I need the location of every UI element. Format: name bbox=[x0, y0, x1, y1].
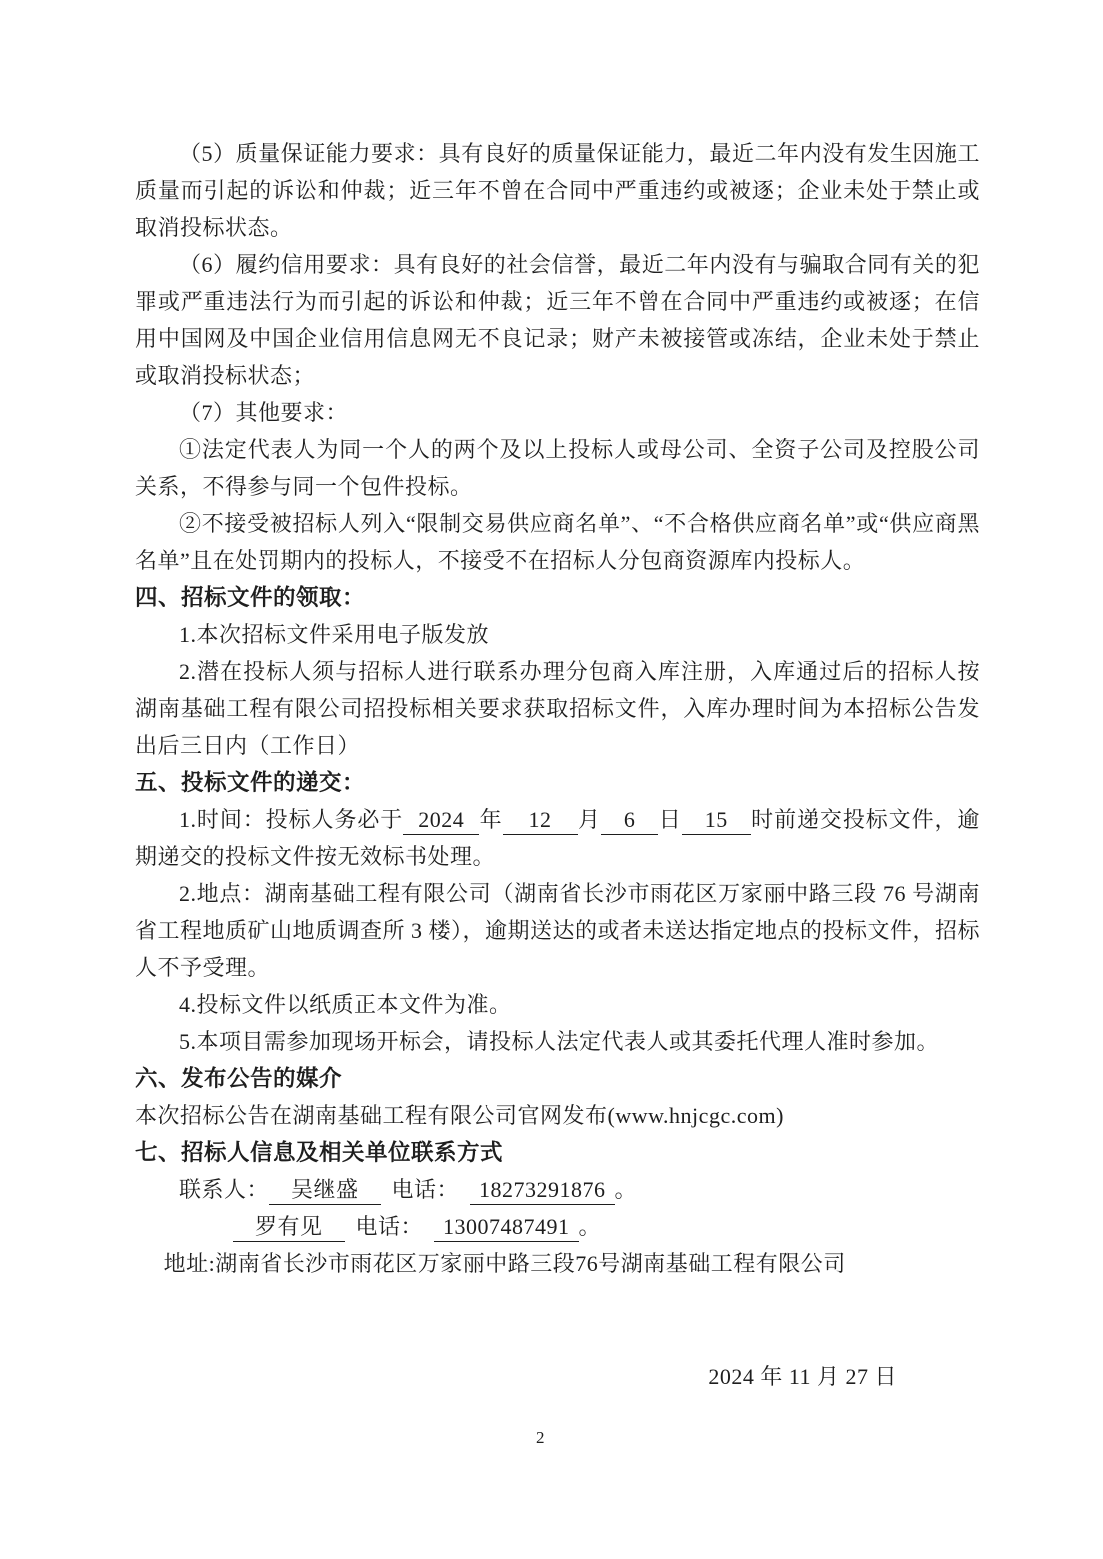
deadline-year-label: 年 bbox=[479, 807, 503, 832]
deadline-suffix: 时前递交投标文件，逾期递交的投标文件按无效标书处理。 bbox=[135, 807, 980, 869]
para-section6-media: 本次招标公告在湖南基础工程有限公司官网发布(www.hnjcgc.com) bbox=[135, 1103, 784, 1128]
heading-section-5-bid-submission: 五、投标文件的递交： bbox=[135, 770, 366, 795]
contact-name-2: 罗有见 bbox=[233, 1213, 345, 1242]
para-section4-item1: 1.本次招标文件采用电子版发放 bbox=[179, 622, 490, 647]
page-number: 2 bbox=[536, 1428, 545, 1447]
heading-section-7-contact-info: 七、招标人信息及相关单位联系方式 bbox=[135, 1140, 504, 1165]
para-section4-item2: 2.潜在投标人须与招标人进行联系办理分包商入库注册，入库通过后的招标人按湖南基础工程有限公司招投标相关要求获取招标文件，入库办理时间为本招标公告发出后三日内（工作日） bbox=[135, 659, 980, 758]
contact-row-2 bbox=[233, 1208, 980, 1245]
contact-row-1 bbox=[135, 1171, 980, 1208]
para-other-requirements-title: （7）其他要求： bbox=[179, 400, 349, 425]
contact-phone-2: 13007487491 bbox=[434, 1213, 579, 1242]
heading-section-4-document-collection: 四、招标文件的领取： bbox=[135, 585, 366, 610]
para-credit-requirement: （6）履约信用要求：具有良好的社会信誉，最近二年内没有与骗取合同有关的犯罪或严重违法行为而引起的诉讼和仲裁；近三年不曾在合同中严重违约或被逐；在信用中国网及中国企业信用信息网无不良记录；财产未被接管或冻结，企业未处于禁止或取消投标状态； bbox=[135, 252, 980, 388]
deadline-hour-value: 15 bbox=[682, 806, 751, 835]
para-quality-assurance-requirement: （5）质量保证能力要求：具有良好的质量保证能力，最近二年内没有发生因施工质量而引起的诉讼和仲裁；近三年不曾在合同中严重违约或被逐；企业未处于禁止或取消投标状态。 bbox=[135, 141, 980, 240]
para-section5-item5: 5.本项目需参加现场开标会，请投标人法定代表人或其委托代理人准时参加。 bbox=[179, 1029, 940, 1054]
deadline-prefix: 1.时间：投标人务必于 bbox=[179, 807, 404, 832]
document-date: 2024 年 11 月 27 日 bbox=[708, 1364, 897, 1389]
para-other-requirement-1: ①法定代表人为同一个人的两个及以上投标人或母公司、全资子公司及控股公司关系，不得参与同一个包件投标。 bbox=[135, 437, 980, 499]
contact-period-1: 。 bbox=[614, 1177, 638, 1202]
phone-label-2: 电话： bbox=[355, 1214, 424, 1239]
document-content bbox=[135, 135, 980, 1395]
heading-section-6-announcement-media: 六、发布公告的媒介 bbox=[135, 1066, 343, 1091]
contact-label: 联系人： bbox=[179, 1177, 270, 1202]
contact-phone-1: 18273291876 bbox=[470, 1176, 615, 1205]
deadline-month-value: 12 bbox=[503, 806, 578, 835]
contact-name-1: 吴继盛 bbox=[269, 1176, 381, 1205]
para-address: 地址:湖南省长沙市雨花区万家丽中路三段76号湖南基础工程有限公司 bbox=[163, 1251, 846, 1276]
deadline-month-label: 月 bbox=[577, 807, 601, 832]
phone-label-1: 电话： bbox=[391, 1177, 460, 1202]
para-section5-item1-deadline bbox=[135, 801, 980, 875]
deadline-day-label: 日 bbox=[658, 807, 682, 832]
para-other-requirement-2: ②不接受被招标人列入“限制交易供应商名单”、“不合格供应商名单”或“供应商黑名单”且在处罚期内的投标人，不接受不在招标人分包商资源库内投标人。 bbox=[135, 511, 980, 573]
para-section5-item4: 4.投标文件以纸质正本文件为准。 bbox=[179, 992, 512, 1017]
para-section5-item2-location: 2.地点：湖南基础工程有限公司（湖南省长沙市雨花区万家丽中路三段 76 号湖南省工程地质矿山地质调查所 3 楼），逾期送达的或者未送达指定地点的投标文件，招标人不予受理。 bbox=[135, 881, 981, 980]
contact-period-2: 。 bbox=[578, 1214, 602, 1239]
deadline-year-value: 2024 bbox=[403, 806, 479, 835]
deadline-day-value: 6 bbox=[601, 806, 659, 835]
